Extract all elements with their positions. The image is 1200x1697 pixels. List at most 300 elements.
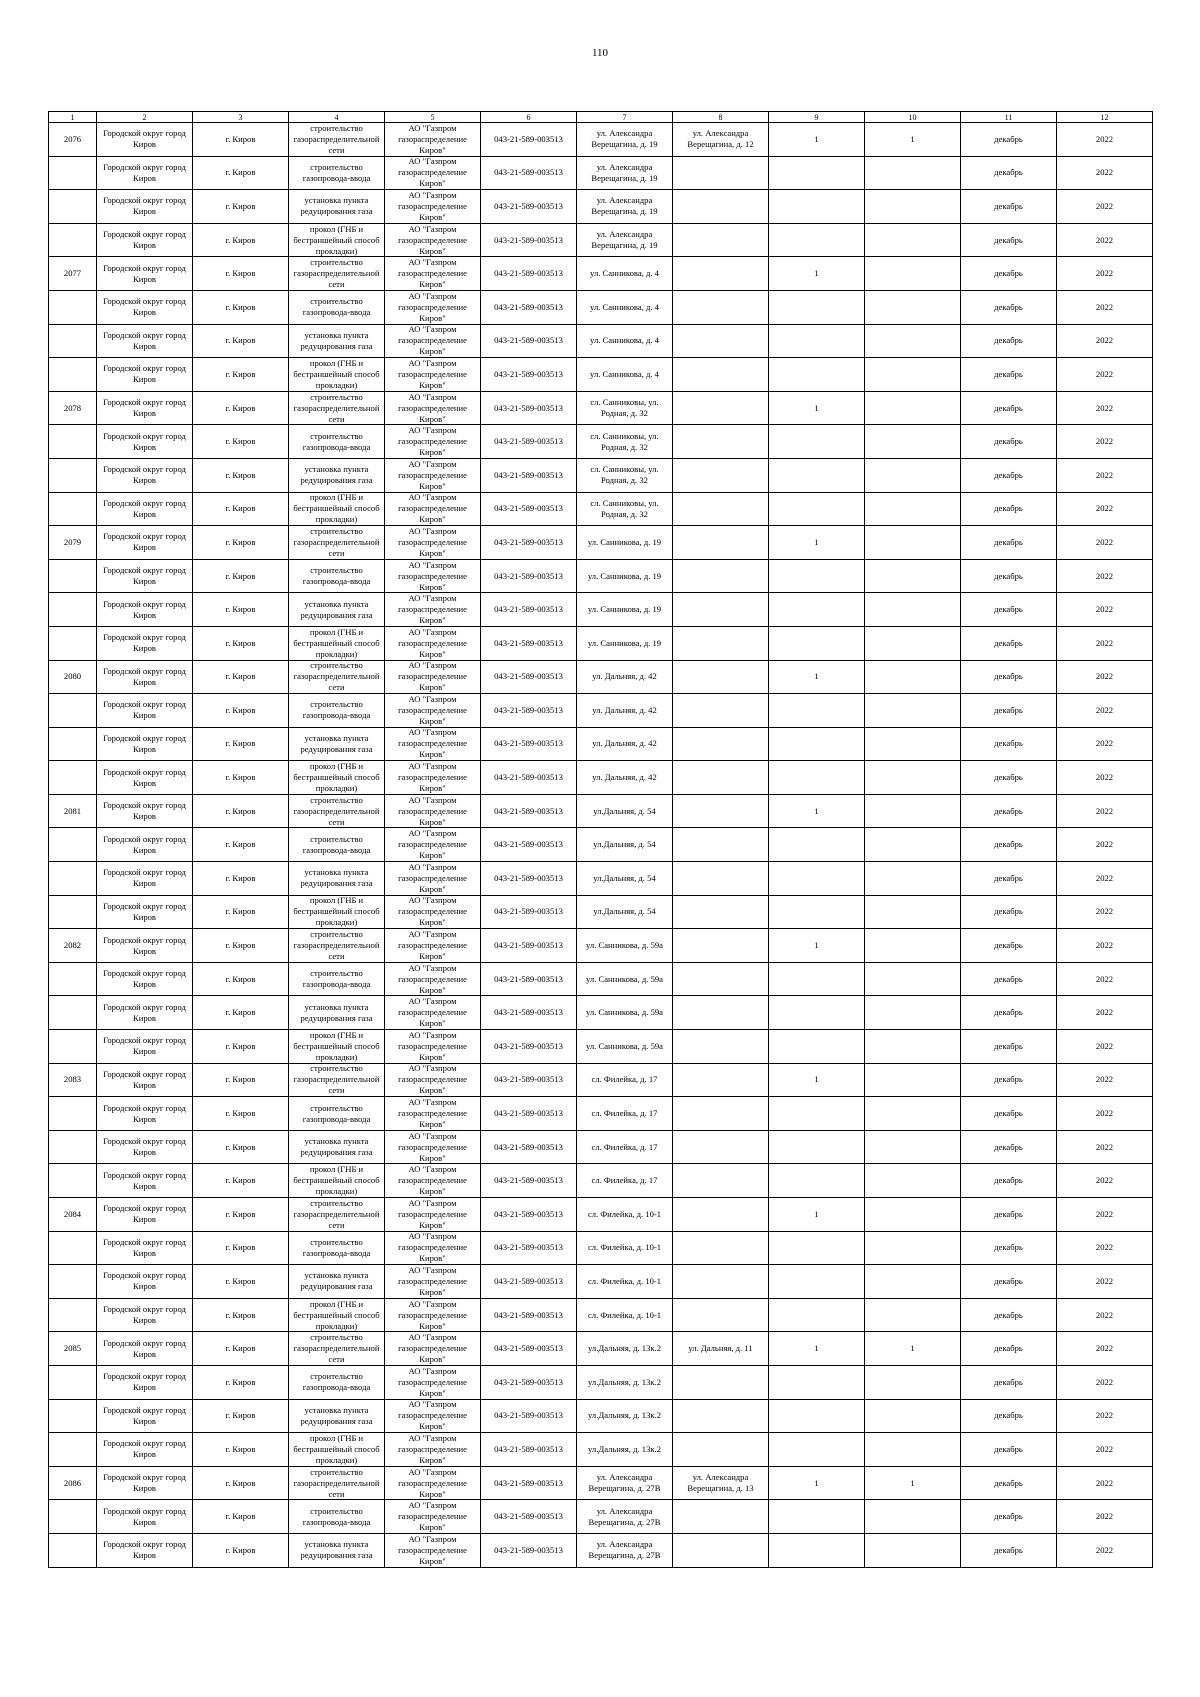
object-number-cell [49, 626, 97, 660]
object-number-cell [49, 895, 97, 929]
organization-cell-text: АО "Газпром газораспределение Киров" [398, 459, 467, 491]
organization-cell [385, 862, 481, 896]
month-cell: декабрь [961, 1030, 1057, 1064]
settlement-cell: г. Киров [193, 828, 289, 862]
month-cell: декабрь [961, 156, 1057, 190]
settlement-cell: г. Киров [193, 526, 289, 560]
year-cell: 2022 [1057, 1097, 1153, 1131]
column-number: 7 [577, 112, 673, 123]
month-cell: декабрь [961, 593, 1057, 627]
extra-address-cell [673, 1399, 769, 1433]
organization-cell [385, 761, 481, 795]
column-number: 3 [193, 112, 289, 123]
count-cell [769, 1097, 865, 1131]
organization-cell-text: АО "Газпром газораспределение Киров" [398, 1467, 467, 1499]
municipality-cell: Городской округ город Киров [97, 1198, 193, 1232]
object-number-cell [49, 492, 97, 526]
address-cell: ул. Александра Верещагина, д. 27В [577, 1533, 673, 1567]
year-cell: 2022 [1057, 895, 1153, 929]
column-number: 11 [961, 112, 1057, 123]
inn-cell: 043-21-589-003513 [481, 324, 577, 358]
organization-cell [385, 458, 481, 492]
municipality-cell: Городской округ город Киров [97, 1533, 193, 1567]
table-row [49, 794, 1153, 828]
address-cell: сл. Санниковы, ул. Родная, д. 32 [577, 391, 673, 425]
table-row [49, 1500, 1153, 1534]
organization-cell-text: АО "Газпром газораспределение Киров" [398, 761, 467, 794]
year-cell: 2022 [1057, 593, 1153, 627]
work-type-cell-text: строительство газопровода-ввода [302, 1371, 371, 1393]
object-number-cell: 2082 [49, 929, 97, 963]
object-number-cell [49, 1365, 97, 1399]
count-cell: 1 [769, 1198, 865, 1232]
work-type-cell [289, 1231, 385, 1265]
object-number-cell [49, 1500, 97, 1534]
inn-cell: 043-21-589-003513 [481, 257, 577, 291]
count-extra-cell [865, 862, 961, 896]
organization-cell-text: АО "Газпром газораспределение Киров" [398, 862, 467, 894]
extra-address-cell: ул. Дальняя, д. 11 [673, 1332, 769, 1366]
municipality-cell: Городской округ город Киров [97, 1500, 193, 1534]
organization-cell-text: АО "Газпром газораспределение Киров" [398, 560, 467, 592]
extra-address-cell [673, 895, 769, 929]
organization-cell-text: АО "Газпром газораспределение Киров" [398, 1198, 467, 1230]
object-number-cell [49, 828, 97, 862]
organization-cell-text: АО "Газпром газораспределение Киров" [398, 963, 467, 995]
work-type-cell [289, 1265, 385, 1299]
table-row [49, 190, 1153, 224]
object-number-cell [49, 1533, 97, 1567]
work-type-cell [289, 761, 385, 795]
work-type-cell [289, 1332, 385, 1366]
column-number: 10 [865, 112, 961, 123]
extra-address-cell [673, 626, 769, 660]
count-extra-cell [865, 1063, 961, 1097]
object-number-cell [49, 324, 97, 358]
table-row [49, 1030, 1153, 1064]
count-extra-cell [865, 1533, 961, 1567]
address-cell: сл. Филейка, д. 17 [577, 1130, 673, 1164]
object-number-cell [49, 425, 97, 459]
extra-address-cell [673, 1500, 769, 1534]
settlement-cell: г. Киров [193, 660, 289, 694]
municipality-cell: Городской округ город Киров [97, 626, 193, 660]
organization-cell [385, 1298, 481, 1332]
month-cell: декабрь [961, 694, 1057, 728]
work-type-cell-text: установка пункта редуцирования газа [300, 329, 373, 351]
count-extra-cell [865, 425, 961, 459]
count-extra-cell [865, 895, 961, 929]
year-cell: 2022 [1057, 1298, 1153, 1332]
work-type-cell [289, 223, 385, 257]
work-type-cell [289, 123, 385, 157]
organization-cell-text: АО "Газпром газораспределение Киров" [398, 593, 467, 626]
month-cell: декабрь [961, 1198, 1057, 1232]
work-type-cell [289, 1030, 385, 1064]
count-cell [769, 290, 865, 324]
municipality-cell: Городской округ город Киров [97, 492, 193, 526]
month-cell: декабрь [961, 358, 1057, 392]
inn-cell: 043-21-589-003513 [481, 761, 577, 795]
work-type-cell [289, 257, 385, 291]
count-extra-cell [865, 526, 961, 560]
organization-cell [385, 794, 481, 828]
month-cell: декабрь [961, 962, 1057, 996]
year-cell: 2022 [1057, 391, 1153, 425]
address-cell: ул. Санникова, д. 19 [577, 559, 673, 593]
extra-address-cell [673, 660, 769, 694]
inn-cell: 043-21-589-003513 [481, 1231, 577, 1265]
organization-cell [385, 1433, 481, 1467]
address-cell: сл. Филейка, д. 10-1 [577, 1298, 673, 1332]
month-cell: декабрь [961, 1433, 1057, 1467]
object-number-cell: 2081 [49, 794, 97, 828]
settlement-cell: г. Киров [193, 156, 289, 190]
extra-address-cell [673, 358, 769, 392]
count-extra-cell [865, 1030, 961, 1064]
municipality-cell: Городской округ город Киров [97, 794, 193, 828]
year-cell: 2022 [1057, 1500, 1153, 1534]
organization-cell [385, 1063, 481, 1097]
year-cell: 2022 [1057, 694, 1153, 728]
organization-cell [385, 559, 481, 593]
count-extra-cell [865, 1164, 961, 1198]
object-number-cell: 2085 [49, 1332, 97, 1366]
municipality-cell: Городской округ город Киров [97, 257, 193, 291]
municipality-cell: Городской округ город Киров [97, 290, 193, 324]
year-cell: 2022 [1057, 156, 1153, 190]
work-type-cell [289, 828, 385, 862]
extra-address-cell [673, 1433, 769, 1467]
count-extra-cell [865, 996, 961, 1030]
address-cell: ул. Александра Верещагина, д. 19 [577, 123, 673, 157]
inn-cell: 043-21-589-003513 [481, 290, 577, 324]
year-cell: 2022 [1057, 1030, 1153, 1064]
settlement-cell: г. Киров [193, 492, 289, 526]
work-type-cell [289, 559, 385, 593]
organization-cell [385, 290, 481, 324]
year-cell: 2022 [1057, 290, 1153, 324]
year-cell: 2022 [1057, 1399, 1153, 1433]
settlement-cell: г. Киров [193, 1399, 289, 1433]
count-cell [769, 559, 865, 593]
count-cell: 1 [769, 660, 865, 694]
year-cell: 2022 [1057, 996, 1153, 1030]
count-extra-cell: 1 [865, 123, 961, 157]
count-cell [769, 761, 865, 795]
year-cell: 2022 [1057, 727, 1153, 761]
address-cell: ул. Дальняя, д. 42 [577, 727, 673, 761]
municipality-cell: Городской округ город Киров [97, 223, 193, 257]
organization-cell [385, 626, 481, 660]
municipality-cell: Городской округ город Киров [97, 862, 193, 896]
settlement-cell: г. Киров [193, 1265, 289, 1299]
settlement-cell: г. Киров [193, 727, 289, 761]
municipality-cell: Городской округ город Киров [97, 828, 193, 862]
column-number-row [49, 112, 1153, 123]
column-number: 2 [97, 112, 193, 123]
address-cell: ул.Дальняя, д. 54 [577, 794, 673, 828]
organization-cell-text: АО "Газпром газораспределение Киров" [398, 257, 467, 290]
inn-cell: 043-21-589-003513 [481, 828, 577, 862]
settlement-cell: г. Киров [193, 895, 289, 929]
municipality-cell: Городской округ город Киров [97, 1265, 193, 1299]
count-cell [769, 1030, 865, 1064]
organization-cell-text: АО "Газпром газораспределение Киров" [398, 1231, 467, 1264]
organization-cell [385, 358, 481, 392]
object-number-cell [49, 1030, 97, 1064]
column-number: 9 [769, 112, 865, 123]
month-cell: декабрь [961, 458, 1057, 492]
table-row [49, 1097, 1153, 1131]
table-row [49, 929, 1153, 963]
settlement-cell: г. Киров [193, 929, 289, 963]
settlement-cell: г. Киров [193, 1533, 289, 1567]
extra-address-cell [673, 761, 769, 795]
organization-cell-text: АО "Газпром газораспределение Киров" [398, 1433, 467, 1465]
work-type-cell-text: установка пункта редуцирования газа [300, 1136, 373, 1158]
work-type-cell [289, 929, 385, 963]
organization-cell [385, 1500, 481, 1534]
address-cell: ул. Санникова, д. 4 [577, 358, 673, 392]
organization-cell [385, 257, 481, 291]
work-type-cell [289, 1130, 385, 1164]
page-number: 110 [591, 47, 609, 59]
object-number-cell: 2084 [49, 1198, 97, 1232]
address-cell: сл. Филейка, д. 17 [577, 1097, 673, 1131]
work-type-cell-text: строительство газопровода-ввода [302, 565, 371, 587]
organization-cell-text: АО "Газпром газораспределение Киров" [398, 1399, 467, 1432]
table-row [49, 1466, 1153, 1500]
count-cell: 1 [769, 1466, 865, 1500]
object-number-cell: 2078 [49, 391, 97, 425]
organization-cell-text: АО "Газпром газораспределение Киров" [398, 1265, 467, 1297]
month-cell: декабрь [961, 391, 1057, 425]
count-cell [769, 492, 865, 526]
year-cell: 2022 [1057, 1433, 1153, 1467]
organization-cell-text: АО "Газпром газораспределение Киров" [398, 526, 467, 558]
month-cell: декабрь [961, 526, 1057, 560]
count-cell [769, 828, 865, 862]
extra-address-cell [673, 425, 769, 459]
inn-cell: 043-21-589-003513 [481, 1130, 577, 1164]
table-row [49, 1399, 1153, 1433]
count-cell [769, 626, 865, 660]
inn-cell: 043-21-589-003513 [481, 492, 577, 526]
settlement-cell: г. Киров [193, 190, 289, 224]
inn-cell: 043-21-589-003513 [481, 996, 577, 1030]
work-type-cell-text: строительство газораспределительной сети [293, 795, 380, 827]
work-type-cell [289, 1298, 385, 1332]
object-number-cell [49, 1433, 97, 1467]
year-cell: 2022 [1057, 794, 1153, 828]
month-cell: декабрь [961, 1466, 1057, 1500]
settlement-cell: г. Киров [193, 257, 289, 291]
municipality-cell: Городской округ город Киров [97, 1399, 193, 1433]
address-cell: ул. Санникова, д. 19 [577, 626, 673, 660]
year-cell: 2022 [1057, 492, 1153, 526]
year-cell: 2022 [1057, 862, 1153, 896]
organization-cell-text: АО "Газпром газораспределение Киров" [398, 996, 467, 1029]
column-number: 6 [481, 112, 577, 123]
municipality-cell: Городской округ город Киров [97, 190, 193, 224]
extra-address-cell: ул. Александра Верещагина, д. 13 [673, 1466, 769, 1500]
organization-cell [385, 391, 481, 425]
object-number-cell: 2076 [49, 123, 97, 157]
count-cell [769, 1500, 865, 1534]
organization-cell-text: АО "Газпром газораспределение Киров" [398, 694, 467, 726]
extra-address-cell [673, 290, 769, 324]
table-row [49, 1231, 1153, 1265]
settlement-cell: г. Киров [193, 123, 289, 157]
object-number-cell [49, 1130, 97, 1164]
table-row [49, 156, 1153, 190]
year-cell: 2022 [1057, 358, 1153, 392]
organization-cell-text: АО "Газпром газораспределение Киров" [398, 1534, 467, 1566]
year-cell: 2022 [1057, 1198, 1153, 1232]
work-type-cell-text: строительство газопровода-ввода [302, 1102, 371, 1124]
count-extra-cell [865, 1433, 961, 1467]
extra-address-cell [673, 324, 769, 358]
work-type-cell-text: строительство газопровода-ввода [302, 1236, 371, 1258]
organization-cell [385, 828, 481, 862]
municipality-cell: Городской округ город Киров [97, 996, 193, 1030]
year-cell: 2022 [1057, 123, 1153, 157]
year-cell: 2022 [1057, 626, 1153, 660]
inn-cell: 043-21-589-003513 [481, 458, 577, 492]
table-row [49, 996, 1153, 1030]
organization-cell [385, 593, 481, 627]
organization-cell-text: АО "Газпром газораспределение Киров" [398, 1063, 467, 1096]
municipality-cell: Городской округ город Киров [97, 1097, 193, 1131]
municipality-cell: Городской округ город Киров [97, 324, 193, 358]
organization-cell [385, 324, 481, 358]
municipality-cell: Городской округ город Киров [97, 895, 193, 929]
object-number-cell [49, 1399, 97, 1433]
month-cell: декабрь [961, 1500, 1057, 1534]
table-row [49, 962, 1153, 996]
count-cell: 1 [769, 1063, 865, 1097]
organization-cell [385, 1130, 481, 1164]
inn-cell: 043-21-589-003513 [481, 1466, 577, 1500]
inn-cell: 043-21-589-003513 [481, 425, 577, 459]
organization-cell [385, 660, 481, 694]
settlement-cell: г. Киров [193, 391, 289, 425]
table-row [49, 1298, 1153, 1332]
object-number-cell: 2079 [49, 526, 97, 560]
work-type-cell-text: прокол (ГНБ и бестраншейный способ прокладки) [293, 224, 380, 256]
municipality-cell: Городской округ город Киров [97, 727, 193, 761]
object-number-cell [49, 862, 97, 896]
object-number-cell [49, 559, 97, 593]
registry-table [48, 111, 1153, 1568]
inn-cell: 043-21-589-003513 [481, 626, 577, 660]
work-type-cell [289, 1533, 385, 1567]
year-cell: 2022 [1057, 425, 1153, 459]
count-cell [769, 1164, 865, 1198]
extra-address-cell [673, 593, 769, 627]
organization-cell-text: АО "Газпром газораспределение Киров" [398, 727, 467, 760]
table-row [49, 1265, 1153, 1299]
object-number-cell: 2086 [49, 1466, 97, 1500]
inn-cell: 043-21-589-003513 [481, 1063, 577, 1097]
year-cell: 2022 [1057, 1164, 1153, 1198]
organization-cell-text: АО "Газпром газораспределение Киров" [398, 1500, 467, 1533]
settlement-cell: г. Киров [193, 1097, 289, 1131]
settlement-cell: г. Киров [193, 1063, 289, 1097]
count-cell [769, 223, 865, 257]
count-extra-cell [865, 324, 961, 358]
work-type-cell-text: строительство газораспределительной сети [293, 123, 380, 155]
year-cell: 2022 [1057, 828, 1153, 862]
organization-cell-text: АО "Газпром газораспределение Киров" [398, 929, 467, 962]
municipality-cell: Городской округ город Киров [97, 559, 193, 593]
organization-cell-text: АО "Газпром газораспределение Киров" [398, 291, 467, 323]
inn-cell: 043-21-589-003513 [481, 1164, 577, 1198]
extra-address-cell [673, 223, 769, 257]
table-row [49, 694, 1153, 728]
municipality-cell: Городской округ город Киров [97, 458, 193, 492]
inn-cell: 043-21-589-003513 [481, 694, 577, 728]
work-type-cell [289, 156, 385, 190]
count-cell [769, 1130, 865, 1164]
month-cell: декабрь [961, 425, 1057, 459]
count-extra-cell [865, 257, 961, 291]
municipality-cell: Городской округ город Киров [97, 593, 193, 627]
month-cell: декабрь [961, 929, 1057, 963]
settlement-cell: г. Киров [193, 1130, 289, 1164]
organization-cell [385, 1265, 481, 1299]
count-cell [769, 1265, 865, 1299]
address-cell: ул.Дальняя, д. 54 [577, 828, 673, 862]
organization-cell-text: АО "Газпром газораспределение Киров" [398, 123, 467, 155]
organization-cell [385, 1097, 481, 1131]
municipality-cell: Городской округ город Киров [97, 660, 193, 694]
address-cell: ул. Санникова, д. 59а [577, 929, 673, 963]
count-cell [769, 862, 865, 896]
count-cell: 1 [769, 526, 865, 560]
work-type-cell [289, 727, 385, 761]
work-type-cell [289, 526, 385, 560]
count-cell [769, 593, 865, 627]
table-row [49, 358, 1153, 392]
extra-address-cell [673, 391, 769, 425]
table-row [49, 324, 1153, 358]
address-cell: ул. Александра Верещагина, д. 19 [577, 190, 673, 224]
count-cell [769, 962, 865, 996]
organization-cell-text: АО "Газпром газораспределение Киров" [398, 492, 467, 525]
extra-address-cell [673, 1533, 769, 1567]
extra-address-cell [673, 1164, 769, 1198]
count-cell: 1 [769, 929, 865, 963]
object-number-cell: 2080 [49, 660, 97, 694]
extra-address-cell [673, 526, 769, 560]
organization-cell [385, 996, 481, 1030]
settlement-cell: г. Киров [193, 1500, 289, 1534]
organization-cell [385, 526, 481, 560]
work-type-cell-text: установка пункта редуцирования газа [300, 1270, 373, 1292]
extra-address-cell [673, 1198, 769, 1232]
organization-cell [385, 727, 481, 761]
inn-cell: 043-21-589-003513 [481, 1265, 577, 1299]
inn-cell: 043-21-589-003513 [481, 1399, 577, 1433]
inn-cell: 043-21-589-003513 [481, 559, 577, 593]
organization-cell-text: АО "Газпром газораспределение Киров" [398, 324, 467, 357]
count-cell [769, 190, 865, 224]
count-extra-cell [865, 794, 961, 828]
object-number-cell [49, 593, 97, 627]
inn-cell: 043-21-589-003513 [481, 1298, 577, 1332]
